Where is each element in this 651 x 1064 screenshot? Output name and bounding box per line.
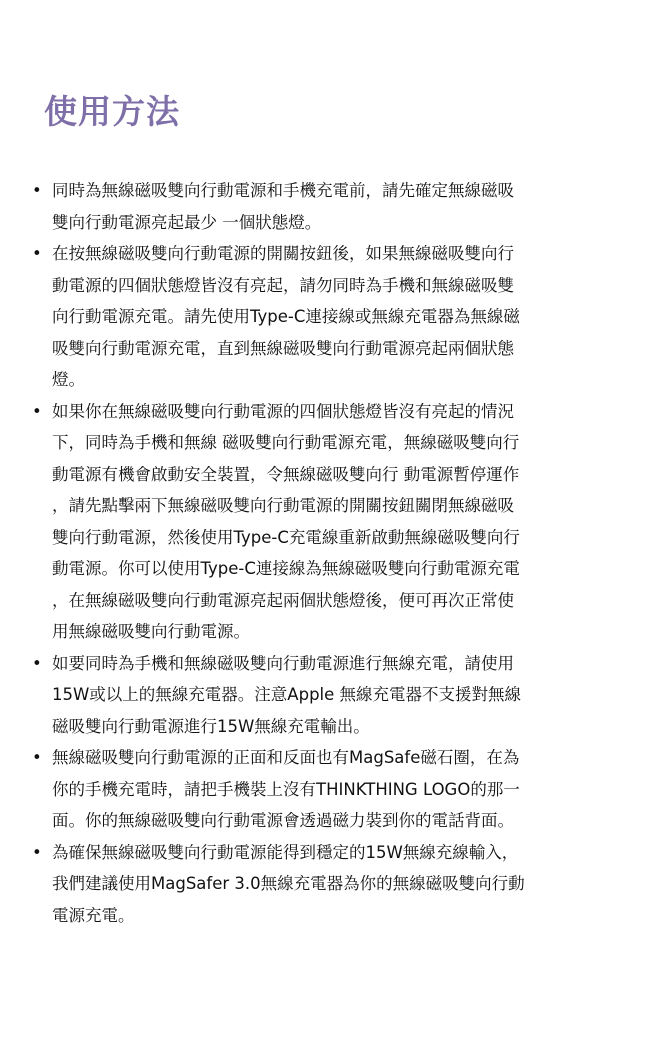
item-line: 雙向行動電源亮起最少 一個狀態燈。: [52, 212, 322, 232]
list-item: [32, 648, 612, 743]
list-item: [32, 238, 612, 396]
bullet-icon: •: [32, 401, 42, 421]
bullet-icon: •: [32, 244, 42, 263]
item-line: 雙向行動電源，然後使用Type-C充電線重新啟動無線磁吸雙向行: [52, 527, 520, 547]
item-line: 動電源有機會啟動安全裝置，令無線磁吸雙向行 動電源暫停運作: [52, 464, 520, 484]
item-line: ，在無線磁吸雙向行動電源亮起兩個狀態燈後，便可再次正常使: [52, 590, 514, 610]
item-line: 為確保無線磁吸雙向行動電源能得到穩定的15W無線充線輸入，: [52, 842, 519, 862]
item-line: 電源充電。: [52, 905, 135, 925]
list-item: [32, 837, 612, 932]
item-line: 吸雙向行動電源充電，直到無線磁吸雙向行動電源亮起兩個狀態: [52, 338, 514, 358]
item-line: 下，同時為手機和無線 磁吸雙向行動電源充電，無線磁吸雙向行: [52, 433, 520, 452]
bullet-icon: •: [32, 842, 42, 862]
item-line: 動電源的四個狀態燈皆沒有亮起，請勿同時為手機和無線磁吸雙: [52, 275, 514, 295]
item-line: 向行動電源充電。請先使用Type-C連接線或無線充電器為無線磁: [52, 307, 520, 326]
item-line: 面。你的無線磁吸雙向行動電源會透過磁力裝到你的電話背面。: [52, 811, 514, 830]
list-item: [32, 742, 612, 837]
item-line: 燈。: [52, 370, 85, 389]
item-line: 如果你在無線磁吸雙向行動電源的四個狀態燈皆沒有亮起的情況: [52, 401, 514, 421]
bullet-icon: •: [32, 653, 42, 673]
item-line: 用無線磁吸雙向行動電源。: [52, 622, 250, 641]
item-line: 如要同時為手機和無線磁吸雙向行動電源進行無線充電，請使用: [52, 653, 514, 673]
item-line: 同時為無線磁吸雙向行動電源和手機充電前，請先確定無線磁吸: [52, 181, 514, 200]
page-title: 使用方法: [44, 92, 180, 131]
item-line: 在按無線磁吸雙向行動電源的開關按鈕後，如果無線磁吸雙向行: [52, 244, 514, 263]
instruction-list: [32, 175, 612, 931]
list-item: [32, 396, 612, 648]
item-line: 無線磁吸雙向行動電源的正面和反面也有MagSafe磁石圈，在為: [52, 748, 520, 767]
item-line: 我們建議使用MagSafer 3.0無線充電器為你的無線磁吸雙向行動: [52, 874, 525, 893]
item-line: 磁吸雙向行動電源進行15W無線充電輸出。: [52, 716, 370, 736]
item-line: 15W或以上的無線充電器。注意Apple 無線充電器不支援對無線: [52, 685, 522, 704]
item-line: 動電源。你可以使用Type-C連接線為無線磁吸雙向行動電源充電: [52, 559, 520, 578]
list-item: [32, 175, 612, 238]
item-line: 你的手機充電時，請把手機裝上沒有THINKTHING LOGO的那一: [52, 779, 520, 799]
item-line: ，請先點擊兩下無線磁吸雙向行動電源的開關按鈕關閉無線磁吸: [52, 496, 514, 515]
bullet-icon: •: [32, 181, 42, 200]
bullet-icon: •: [32, 748, 42, 767]
